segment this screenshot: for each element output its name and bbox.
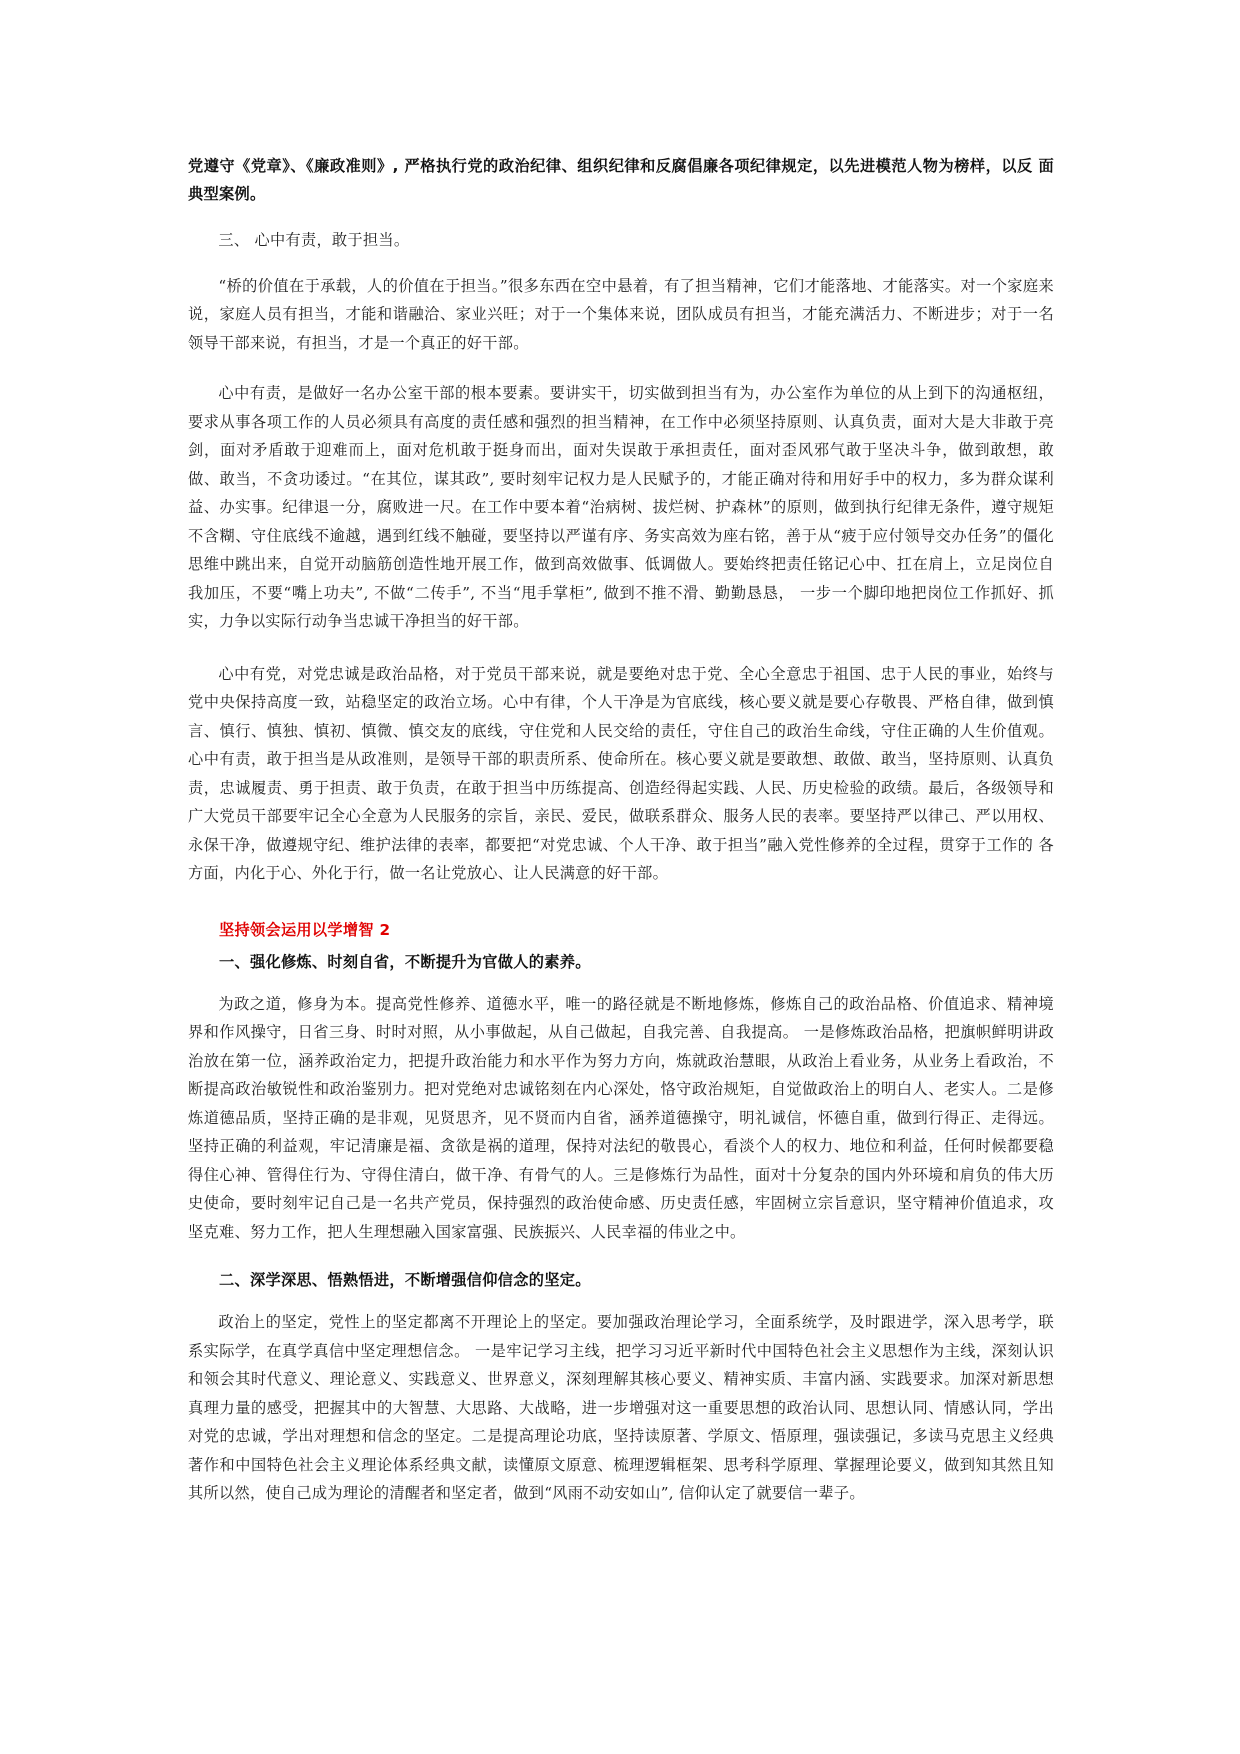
paragraph-loyalty: 心中有党，对党忠诚是政治品格，对于党员干部来说，就是要绝对忠于党、全心全意忠于祖国、忠于人民的事业，始终与党中央保持高度一致，站稳坚定的政治立场。心中有律，个人干净是为官底线，核心要义就是要心存敬畏、严格自律，做到慎 言、慎行、慎独、慎初、慎微、慎交友的底线，守住党和人民交给的责任，守住自己的政治生命线，守住正确的人生价值观。 心中有责，敢于担当是从政准则，是领导干部的职责所系、使命所在。核心要义就是要敢想、敢做、敢当，坚持原则、认真负 责，忠诚履责、勇于担责、敢于负责，在敢于担当中历练提高、创造经得起实践、人民、历史检验的政绩。最后，各级领导和 广大党员干部要牢记全心全意为人民服务的宗旨，亲民、爱民，做联系群众、服务人民的表率。要坚持严以律己、严以用权、 永保干净，做遵规守纪、维护法律的表率，都要把“对党忠诚、个人干净、敢于担当”融入党性修养的全过程，贯穿于工作的 各方面，内化于心、外化于行，做一名让党放心、让人民满意的好干部。 — [188, 664, 1054, 882]
intro-paragraph: 党遵守《党章》、《廉政准则》, 严格执行党的政治纪律、组织纪律和反腐倡廉各项纪律规定，以先进模范人物为榜样，以反 面典型案例。 — [188, 157, 1054, 203]
subheading-cultivation: 一、强化修炼、时刻自省，不断提升为官做人的素养。 — [219, 952, 591, 971]
paragraph-cultivation: 为政之道，修身为本。提高党性修养、道德水平，唯一的路径就是不断地修炼，修炼自己的政治品格、价值追求、精神境 界和作风操守，日省三身、时时对照，从小事做起，从自己做起，自我完善、自我提高。 一是修炼政治品格，把旗帜鲜明讲政 治放在第一位，涵养政治定力，把提升政治能力和水平作为努力方向，炼就政治慧眼，从政治上看业务，从业务上看政治，不 断提高政治敏锐性和政治鉴别力。把对党绝对忠诚铭刻在内心深处，恪守政治规矩，自觉做政治上的明白人、老实人。二是修 炼道德品质，坚持正确的是非观，见贤思齐，见不贤而内自省，涵养道德操守，明礼诚信，怀德自重，做到行得正、走得远。 坚持正确的利益观，牢记清廉是福、贪欲是祸的道理，保持对法纪的敬畏心，看淡个人的权力、地位和利益，任何时候都要稳 得住心神、管得住行为、守得住清白，做干净、有骨气的人。三是修炼行为品性，面对十分复杂的国内外环境和肩负的伟大历 史使命，要时刻牢记自己是一名共产党员，保持强烈的政治使命感、历史责任感，牢固树立宗旨意识，坚守精神价值追求，攻 坚克难、努力工作，把人生理想融入国家富强、民族振兴、人民幸福的伟业之中。 — [188, 994, 1054, 1241]
section-heading-3: 三、 心中有责，敢于担当。 — [218, 231, 410, 249]
subheading-study: 二、深学深思、悟熟悟进，不断增强信仰信念的坚定。 — [219, 1271, 591, 1289]
paragraph-responsibility: 心中有责，是做好一名办公室干部的根本要素。要讲实干，切实做到担当有为，办公室作为单位的从上到下的沟通枢纽，要求从事各项工作的人员必须具有高度的责任感和强烈的担当精神，在工作中必须坚持原则、认真负责，面对大是大非敢于亮剑，面对矛盾敢于迎难而上，面对危机敢于挺身而出，面对失误敢于承担责任，面对歪风邪气敢于坚决斗争，做到敢想，敢做、敢当，不贪功诿过。“在其位，谋其政”, 要时刻牢记权力是人民赋予的，才能正确对待和用好手中的权力，多为群众谋利益、办实事。纪律退一分，腐败进一尺。在工作中要本着“治病树、拔烂树、护森林”的原则，做到执行纪律无条件，遵守规矩不含糊、守住底线不逾越，遇到红线不触碰，要坚持以严谨有序、务实高效为座右铭，善于从“疲于应付领导交办任务”的僵化思维中跳出来，自觉开动脑筋创造性地开展工作，做到高效做事、低调做人。要始终把责任铭记心中、扛在肩上，立足岗位自我加压，不要“嘴上功夫”, 不做“二传手”, 不当“甩手掌柜”, 做到不推不滑、勤勤恳恳， 一步一个脚印地把岗位工作抓好、抓实，力争以实际行动争当忠诚干净担当的好干部。 — [188, 384, 1054, 630]
paragraph-bridge-value: “桥的价值在于承载，人的价值在于担当。”很多东西在空中悬着，有了担当精神，它们才能落地、才能落实。对一个家庭来说，家庭人员有担当，才能和谐融洽、家业兴旺；对于一个集体来说，团队成员有担当，才能充满活力、不断进步；对于一名领导干部来说，有担当，才是一个真正的好干部。 — [188, 276, 1054, 352]
paragraph-study: 政治上的坚定，党性上的坚定都离不开理论上的坚定。要加强政治理论学习，全面系统学，及时跟进学，深入思考学，联系实际学，在真学真信中坚定理想信念。 一是牢记学习主线，把学习习近平新时代中国特色社会主义思想作为主线，深刻认识 和领会其时代意义、理论意义、实践意义、世界意义，深刻理解其核心要义、精神实质、丰富内涵、实践要求。加深对新思想 真理力量的感受，把握其中的大智慧、大思路、大战略，进一步增强对这一重要思想的政治认同、思想认同、情感认同，学出 对党的忠诚，学出对理想和信念的坚定。二是提高理论功底，坚持读原著、学原文、悟原理，强读强记，多读马克思主义经典 著作和中国特色社会主义理论体系经典文献，读懂原文原意、梳理逻辑框架、思考科学原理、掌握理论要义，做到知其然且知 其所以然，使自己成为理论的清醒者和坚定者，做到“风雨不动安如山”, 信仰认定了就要信一辈子。 — [188, 1313, 1054, 1502]
document-page — [188, 152, 1054, 1508]
red-section-title: 坚持领会运用以学增智 2 — [219, 920, 391, 939]
